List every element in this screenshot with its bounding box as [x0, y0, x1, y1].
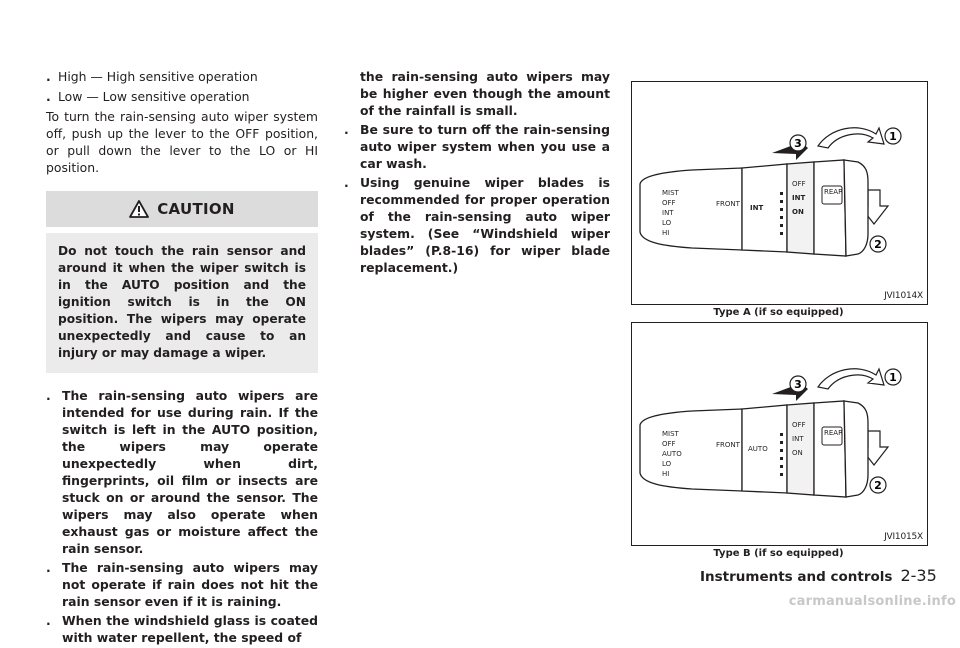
bullet-text: The rain-sensing auto wipers may not operate if rain does not hit the rain sensor even if it is raining. — [62, 560, 318, 609]
list-item — [344, 121, 610, 172]
bullet-dot: . — [46, 69, 51, 84]
svg-text:OFF: OFF — [662, 199, 676, 207]
svg-text:AUTO: AUTO — [662, 450, 682, 458]
svg-text:1: 1 — [889, 130, 897, 143]
svg-text:LO: LO — [662, 219, 672, 227]
notes-list — [46, 387, 318, 646]
wiper-stalk-illustration — [632, 82, 927, 304]
svg-text:HI: HI — [662, 229, 670, 237]
page-footer — [700, 566, 937, 585]
bullet-dot: . — [46, 89, 51, 104]
svg-text:HI: HI — [662, 470, 670, 478]
list-item — [344, 174, 610, 276]
svg-text:AUTO: AUTO — [748, 445, 768, 453]
bullet-dot: . — [46, 560, 51, 575]
bullet-text: Be sure to turn off the rain-sensing auto wiper system when you use a car wash. — [360, 122, 610, 171]
bullet-dot: . — [46, 613, 51, 628]
svg-text:LO: LO — [662, 460, 672, 468]
svg-text:OFF: OFF — [792, 421, 806, 429]
section-title: Instruments and controls — [700, 569, 893, 585]
svg-text:ON: ON — [792, 449, 803, 457]
svg-text:ON: ON — [792, 208, 804, 216]
figure-type-a — [631, 81, 928, 305]
figure-type-b — [631, 322, 928, 546]
svg-text:INT: INT — [750, 204, 764, 212]
caution-title: CAUTION — [157, 200, 235, 218]
svg-text:REAR: REAR — [824, 429, 843, 437]
bullet-text: Low — Low sensitive operation — [58, 89, 250, 104]
figure-code: JVI1015X — [884, 532, 923, 542]
figure-caption: Type A (if so equipped) — [713, 307, 844, 318]
figure-code: JVI1014X — [884, 291, 923, 301]
svg-text:1: 1 — [889, 371, 897, 384]
svg-text:MIST: MIST — [662, 189, 679, 197]
bullet-text: The rain-sensing auto wipers are intended for use during rain. If the switch is left in the AUTO position, the wipers may operate unexpectedly when dirt, fingerprints, oil film or insects are stuck on or around the sensor. The wipers may also operate when exhaust gas or moisture affect the rain sensor. — [62, 388, 318, 556]
bullet-dot: . — [46, 388, 51, 403]
svg-text:FRONT: FRONT — [716, 200, 740, 208]
list-item-continuation — [344, 68, 610, 119]
warning-icon — [129, 200, 149, 218]
svg-text:3: 3 — [794, 378, 802, 391]
figure-caption: Type B (if so equipped) — [713, 548, 844, 559]
svg-text:3: 3 — [794, 137, 802, 150]
list-item — [46, 612, 318, 646]
svg-text:INT: INT — [662, 209, 674, 217]
svg-text:FRONT: FRONT — [716, 441, 740, 449]
rotate-arrow-icon — [818, 128, 884, 148]
bullet-text: When the windshield glass is coated with water repellent, the speed of — [62, 613, 318, 645]
left-column — [46, 68, 318, 648]
svg-text:MIST: MIST — [662, 430, 679, 438]
page-number: 2-35 — [900, 566, 937, 585]
rotate-arrow-icon — [818, 369, 884, 389]
watermark: carmanualsonline.info — [788, 594, 956, 609]
svg-text:OFF: OFF — [662, 440, 676, 448]
bullet-low — [46, 88, 318, 105]
svg-text:OFF: OFF — [792, 180, 806, 188]
turn-off-paragraph: To turn the rain-sensing auto wiper system off, push up the lever to the OFF position, or pull down the lever to the LO or HI position. — [46, 109, 318, 175]
svg-text:2: 2 — [874, 238, 882, 251]
middle-column — [344, 68, 610, 278]
svg-text:REAR: REAR — [824, 188, 843, 196]
caution-header — [46, 191, 318, 227]
bullet-high — [46, 68, 318, 85]
list-item — [46, 387, 318, 557]
bullet-text: Using genuine wiper blades is recommended for proper operation of the rain-sensing auto wiper system. (See “Windshield wiper blades” (P.8-16) for wiper blade replacement.) — [360, 175, 610, 275]
wiper-stalk-illustration — [632, 323, 927, 545]
svg-text:2: 2 — [874, 479, 882, 492]
caution-text: Do not touch the rain sensor and around it when the wiper switch is in the AUTO position and the ignition switch is in the ON position. The wipers may operate unexpectedly and cause to an injury or may damage a wiper. — [46, 233, 318, 373]
svg-text:INT: INT — [792, 435, 804, 443]
bullet-dot: . — [344, 175, 349, 190]
list-item — [46, 559, 318, 610]
bullet-text: High — High sensitive operation — [58, 69, 258, 84]
svg-text:INT: INT — [792, 194, 806, 202]
bullet-text: the rain-sensing auto wipers may be higher even though the amount of the rainfall is small. — [360, 69, 610, 118]
bullet-dot: . — [344, 122, 349, 137]
